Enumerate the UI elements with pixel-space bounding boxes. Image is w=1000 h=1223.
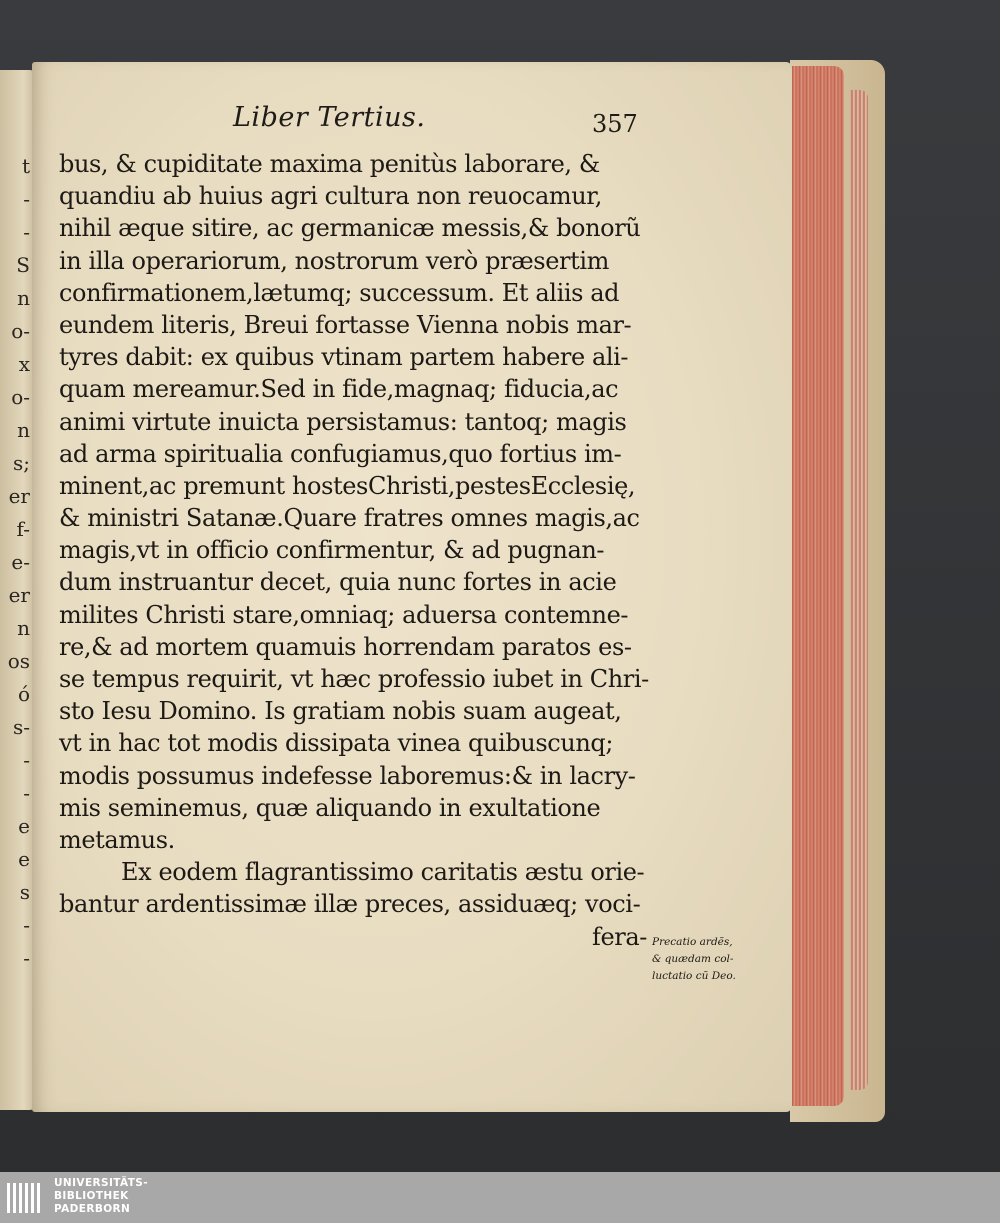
text-line: metamus. [59,825,175,854]
text-line: mis seminemus, quæ aliquando in exultatione [59,793,601,822]
text-line: eundem literis, Breui fortasse Vienna nobis mar- [59,310,632,339]
text-line: & ministri Satanæ.Quare fratres omnes magis,ac [59,504,640,533]
text-line: bantur ardentissimæ illæ preces, assiduæq; voci- [59,890,641,919]
text-line: quandiu ab huius agri cultura non reuocamur, [59,182,602,211]
text-line: vt in hac tot modis dissipata vinea quibuscunq; [59,729,614,758]
text-line: tyres dabit: ex quibus vtinam partem habere ali- [59,343,629,372]
catchword: fera- [592,922,647,951]
text-line: minent,ac premunt hostesChristi,pestesEcclesię, [59,471,636,500]
text-line: magis,vt in officio confirmentur, & ad pugnan- [59,536,605,565]
text-line: bus, & cupiditate maxima penitùs laborare, & [59,150,600,178]
text-line-indented: Ex eodem flagrantissimo caritatis æstu orie- [121,858,645,887]
library-footer-bar [0,1172,1000,1223]
text-line: sto Iesu Domino. Is gratiam nobis suam augeat, [59,697,622,726]
library-logo-icon [6,1180,46,1216]
library-logo-text: UNIVERSITÄTS- BIBLIOTHEK PADERBORN [54,1177,149,1215]
text-line: ad arma spiritualia confugiamus,quo fortius im- [59,439,622,468]
text-line: quam mereamur.Sed in fide,magnaq; fiducia,ac [59,375,619,404]
running-header: Liber Tertius. [233,102,426,133]
marginal-note: Precatio ardẽs, & quædam col- luctatio cũ Deo. [652,936,736,982]
text-line: milites Christi stare,omniaq; aduersa contemne- [59,600,629,629]
text-line: se tempus requirit, vt hæc professio iubet in Chri- [59,665,649,693]
text-line: confirmationem,lætumq; successum. Et aliis ad [59,278,620,307]
body-text [59,148,659,953]
text-line: animi virtute inuicta persistamus: tantoq; magis [59,407,627,436]
outer-fore-edge [850,90,868,1090]
text-line: modis possumus indefesse laboremus:& in lacry- [59,761,636,790]
left-facing-page [0,70,34,1110]
text-line: re,& ad mortem quamuis horrendam paratos es- [59,632,632,661]
text-line: nihil æque sitire, ac germanicæ messis,& bonorũ [59,214,641,243]
text-line: in illa operariorum, nostrorum verò præsertim [59,246,609,275]
left-page-bleed-text: t - - S n o- x o- n s; er f- e- er n os ó s- - - e e s - - [7,154,30,970]
text-line: dum instruantur decet, quia nunc fortes in acie [59,568,617,597]
page-number: 357 [592,110,638,138]
